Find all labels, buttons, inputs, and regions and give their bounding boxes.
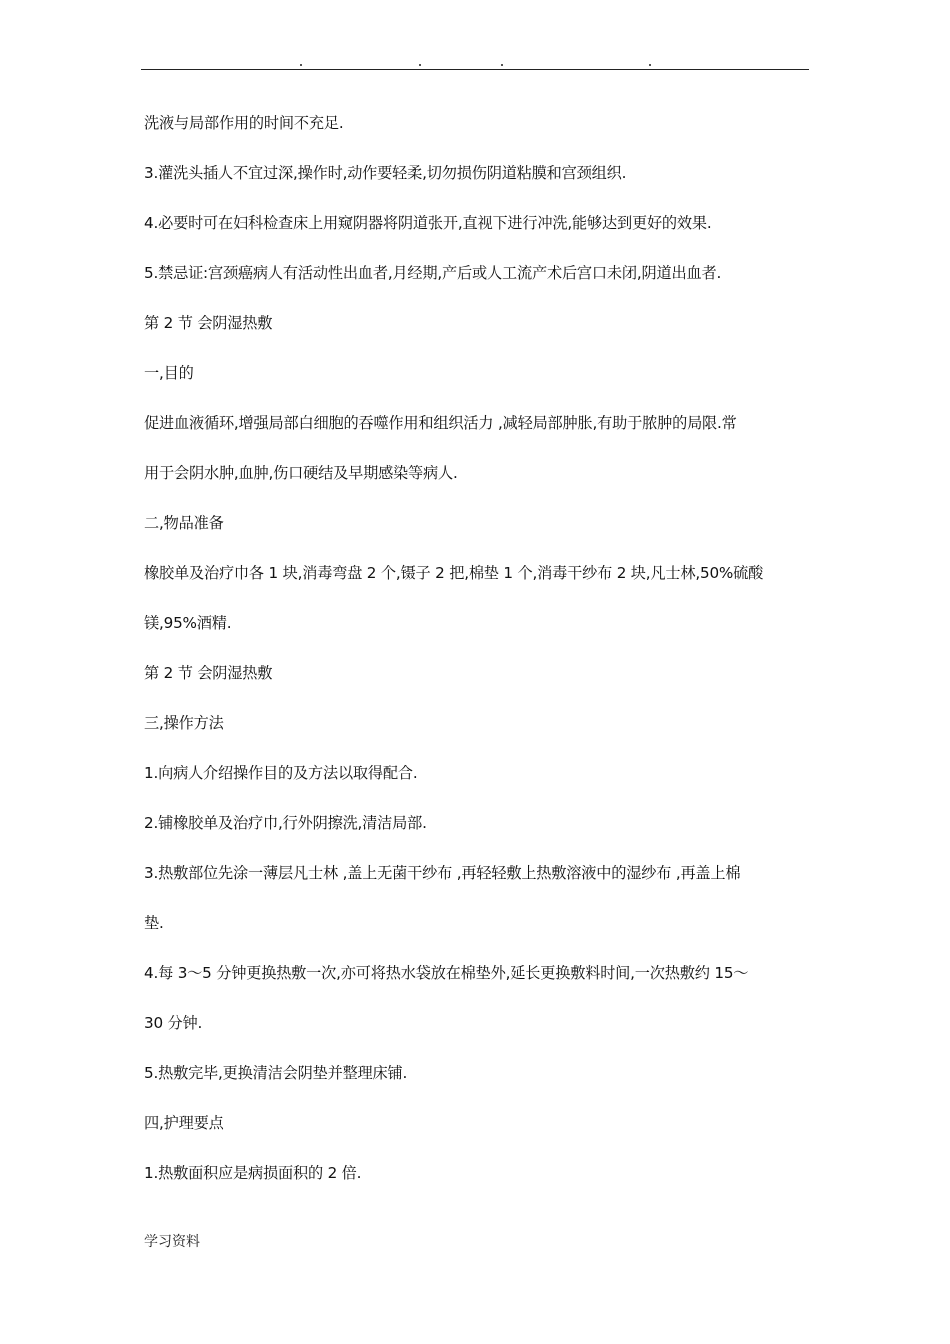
section-heading: 第 2 节 会阴湿热敷 [144, 664, 273, 682]
text-line: 2.铺橡胶单及治疗巾,行外阴擦洗,清洁局部. [144, 814, 427, 832]
header-dot [419, 64, 421, 66]
text-line: 垫. [144, 914, 164, 932]
header-dot [649, 64, 651, 66]
text-line: 镁,95%酒精. [144, 614, 232, 632]
header-dot [501, 64, 503, 66]
section-heading: 第 2 节 会阴湿热敷 [144, 314, 273, 332]
subsection-heading: 四,护理要点 [144, 1114, 224, 1132]
text-line: 促进血液循环,增强局部白细胞的吞噬作用和组织活力 ,减轻局部肿胀,有助于脓肿的局限.常 [144, 414, 737, 432]
text-line: 洗液与局部作用的时间不充足. [144, 114, 344, 132]
text-line: 3.灌洗头插人不宜过深,操作时,动作要轻柔,切勿损伤阴道粘膜和宫颈组织. [144, 164, 627, 182]
text-line: 橡胶单及治疗巾各 1 块,消毒弯盘 2 个,镊子 2 把,棉垫 1 个,消毒干纱布 2 块,凡士林,50%硫酸 [144, 564, 764, 582]
text-line: 4.必要时可在妇科检查床上用窥阴器将阴道张开,直视下进行冲洗,能够达到更好的效果. [144, 214, 712, 232]
header-rule [141, 69, 809, 70]
text-line: 4.每 3～5 分钟更换热敷一次,亦可将热水袋放在棉垫外,延长更换敷料时间,一次热敷约 15～ [144, 964, 749, 982]
text-line: 1.热敷面积应是病损面积的 2 倍. [144, 1164, 362, 1182]
text-line: 5.禁忌证:宫颈癌病人有活动性出血者,月经期,产后或人工流产术后宫口未闭,阴道出血者. [144, 264, 722, 282]
text-line: 30 分钟. [144, 1014, 203, 1032]
page-footer: 学习资料 [144, 1234, 200, 1250]
text-line: 5.热敷完毕,更换清洁会阴垫并整理床铺. [144, 1064, 408, 1082]
document-body [144, 98, 814, 1198]
text-line: 用于会阴水肿,血肿,伤口硬结及早期感染等病人. [144, 464, 458, 482]
subsection-heading: 二,物品准备 [144, 514, 224, 532]
header-dot [300, 64, 302, 66]
subsection-heading: 三,操作方法 [144, 714, 224, 732]
subsection-heading: 一,目的 [144, 364, 194, 382]
text-line: 3.热敷部位先涂一薄层凡士林 ,盖上无菌干纱布 ,再轻轻敷上热敷溶液中的湿纱布 ,再盖上棉 [144, 864, 741, 882]
text-line: 1.向病人介绍操作目的及方法以取得配合. [144, 764, 418, 782]
